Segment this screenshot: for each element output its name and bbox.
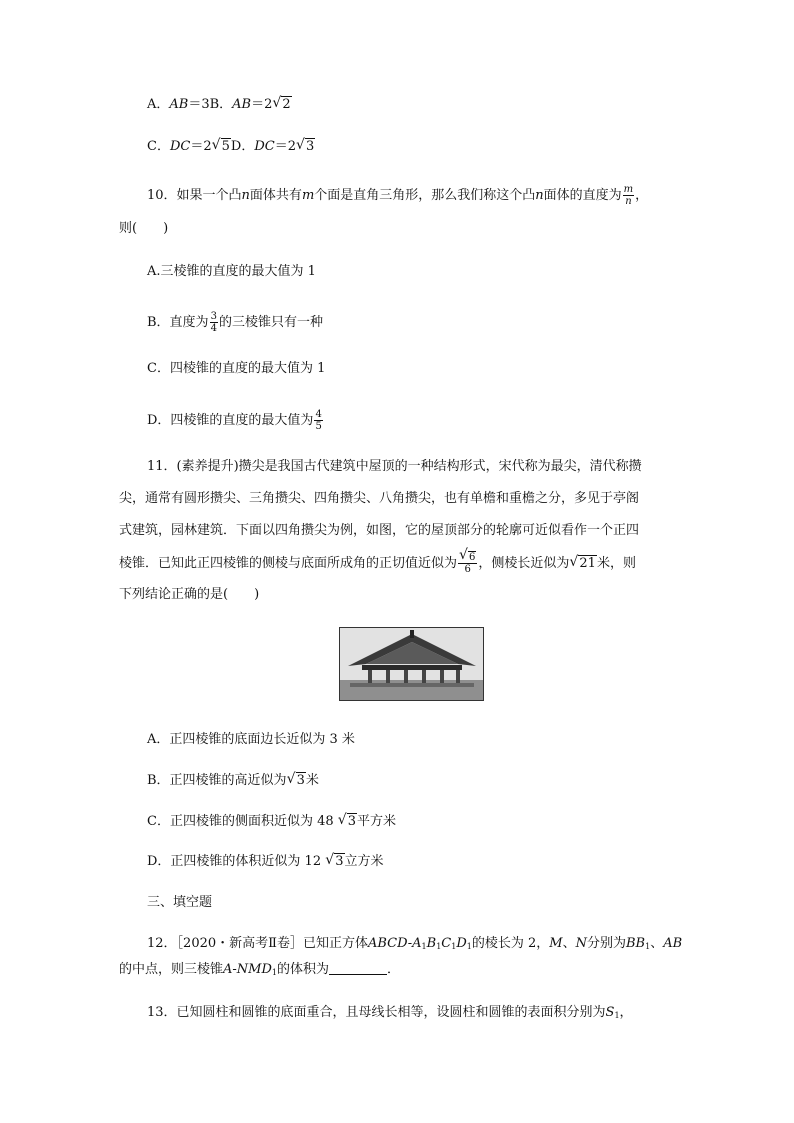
fraction: $\frac{m}{n}$ xyxy=(623,184,634,207)
q12-stem-line2: 的中点，则三棱锥$A-NMD_1$的体积为 ． xyxy=(119,962,401,977)
pavilion-photo xyxy=(339,627,484,701)
fraction: √ $\frac{6}{6}$ xyxy=(458,552,477,575)
section-heading-fill-in: 三、填空题 xyxy=(147,895,213,910)
q11-stem-line5: 下列结论正确的是( ) xyxy=(119,587,260,602)
fraction: $\frac{4}{5}$ xyxy=(315,409,322,432)
q10-option-a: A.三棱锥的直度的最大值为 1 xyxy=(147,264,316,279)
q10-stem-line2: 则( ) xyxy=(119,221,169,236)
q10-option-b: B．直度为 $\frac{3}{4}$ 的三棱锥只有一种 xyxy=(147,311,323,334)
pavilion-drawing xyxy=(340,628,483,700)
sqrt-symbol: √ 3 xyxy=(338,812,357,832)
sqrt-symbol: √ 2 xyxy=(272,95,291,115)
q11-option-d: D．正四棱锥的体积近似为 12 √ 3立方米 xyxy=(147,852,384,872)
q10-option-d: D．四棱锥的直度的最大值为 $\frac{4}{5}$ xyxy=(147,409,322,432)
q11-stem-line1: 11．(素养提升)攒尖是我国古代建筑中屋顶的一种结构形式，宋代称为最尖，清代称攒 xyxy=(147,459,642,474)
q10-stem-line1: 10．如果一个凸n面体共有m个面是直角三角形，那么我们称这个凸n面体的直度为 $\frac{m}{n}$ ， xyxy=(147,184,649,207)
q11-stem-line2: 尖，通常有圆形攒尖、三角攒尖、四角攒尖、八角攒尖，也有单檐和重檐之分，多见于亭阁 xyxy=(119,491,640,506)
q10-option-c: C．四棱锥的直度的最大值为 1 xyxy=(147,361,326,376)
sqrt-symbol: √ 6 xyxy=(459,552,476,563)
q12-stem-line1: 12．［2020・新高考Ⅱ卷］已知正方体ABCD-$A_1B_1C_1D_1$的棱长为 2，M、N分别为$BB_1$、AB xyxy=(147,936,683,951)
answer-blank[interactable] xyxy=(329,962,387,975)
q13-stem-line1: 13．已知圆柱和圆锥的底面重合，且母线长相等，设圆柱和圆锥的表面积分别为$S_1$， xyxy=(147,1005,633,1020)
fraction: $\frac{3}{4}$ xyxy=(210,311,217,334)
sqrt-symbol: √ 5 xyxy=(212,137,231,157)
q11-option-b: B．正四棱锥的高近似为√ 3米 xyxy=(147,771,319,791)
q11-option-a: A．正四棱锥的底面边长近似为 3 米 xyxy=(147,732,355,747)
sqrt-symbol: √ 3 xyxy=(325,852,344,872)
sqrt-symbol: √ 3 xyxy=(296,137,315,157)
q9-option-ab: A．AB＝3B．AB＝2√ 2 xyxy=(147,95,292,115)
sqrt-symbol: √ 3 xyxy=(287,771,306,791)
sqrt-symbol: √ 21 xyxy=(569,554,597,574)
q11-stem-line3: 式建筑，园林建筑．下面以四角攒尖为例，如图，它的屋顶部分的轮廓可近似看作一个正四 xyxy=(119,523,640,538)
q11-stem-line4: 棱锥．已知此正四棱锥的侧棱与底面所成角的正切值近似为 √ $\frac{6}{6}$ ，侧棱长近似为√ 21米，则 xyxy=(119,552,636,575)
q11-option-c: C．正四棱锥的侧面积近似为 48 √ 3平方米 xyxy=(147,812,396,832)
q9-option-cd: C．DC＝2√ 5D．DC＝2√ 3 xyxy=(147,137,315,157)
